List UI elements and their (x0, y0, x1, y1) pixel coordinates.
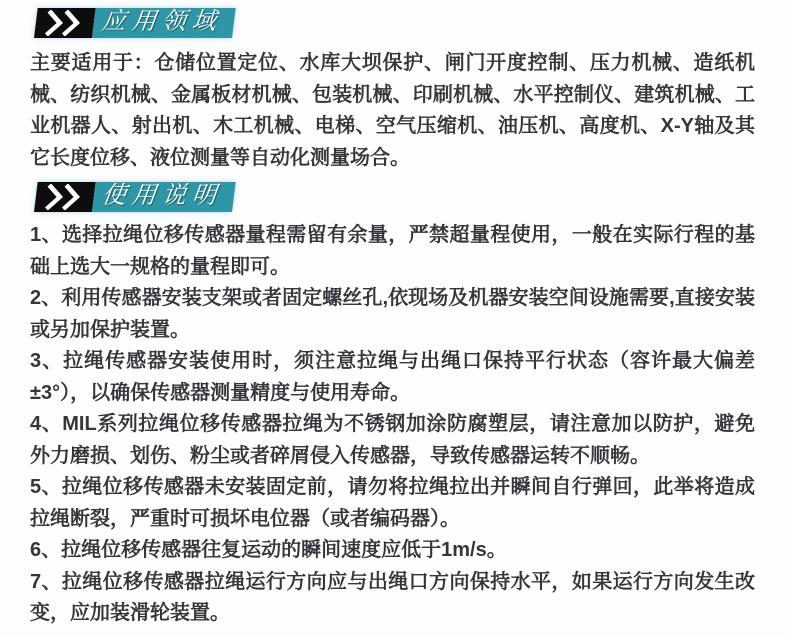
section-title-usage: 使用说明 (92, 182, 236, 212)
usage-item-4: 4、MIL系列拉绳位移传感器拉绳为不锈钢加涂防腐塑层，请注意加以防护，避免外力磨损、划伤、粉尘或者碎屑侵入传感器，导致传感器运转不顺畅。 (30, 413, 755, 467)
usage-item-6: 6、拉绳位移传感器往复运动的瞬间速度应低于1m/s。 (30, 539, 507, 561)
double-chevron-right-icon (34, 182, 96, 212)
usage-items-list (30, 220, 755, 630)
usage-item-5: 5、拉绳位移传感器未安装固定前，请勿将拉绳拉出并瞬间自行弹回，此举将造成拉绳断裂，严重时可损坏电位器（或者编码器）。 (30, 476, 755, 530)
usage-item-1: 1、选择拉绳位移传感器量程需留有余量，严禁超量程使用，一般在实际行程的基础上选大一规格的量程即可。 (30, 224, 755, 278)
usage-item-3: 3、拉绳传感器安装使用时，须注意拉绳与出绳口保持平行状态（容许最大偏差±3°），以确保传感器测量精度与使用寿命。 (30, 350, 755, 404)
usage-item-2: 2、利用传感器安装支架或者固定螺丝孔,依现场及机器安装空间设施需要,直接安装或另加保护装置。 (30, 287, 755, 341)
section-title-application: 应用领域 (92, 8, 236, 38)
section-header-usage (34, 182, 236, 212)
usage-item-7: 7、拉绳位移传感器拉绳运行方向应与出绳口方向保持水平，如果运行方向发生改变，应加装滑轮装置。 (30, 570, 755, 624)
section-header-application (34, 8, 236, 38)
double-chevron-right-icon (34, 8, 96, 38)
application-paragraph: 主要适用于：仓储位置定位、水库大坝保护、闸门开度控制、压力机械、造纸机械、纺织机械、金属板材机械、包装机械、印刷机械、水平控制仪、建筑机械、工业机器人、射出机、木工机械、电梯、空气压缩机、油压机、高度机、X-Y轴及其它长度位移、液位测量等自动化测量场合。 (30, 52, 755, 169)
